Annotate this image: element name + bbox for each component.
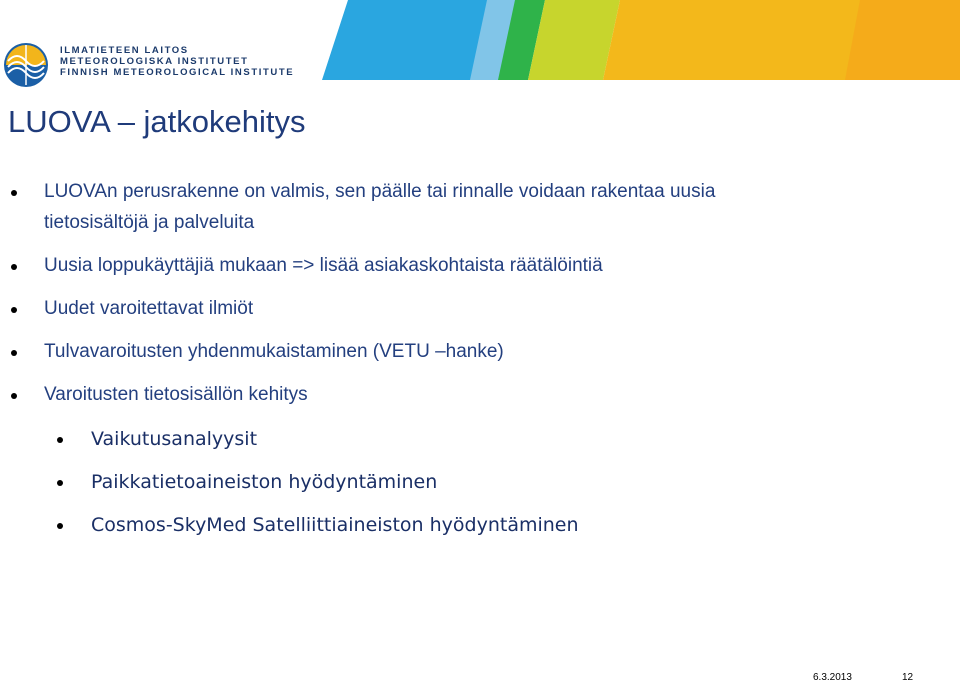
sub-bullet-item: Paikkatietoaineiston hyödyntäminen <box>91 471 438 493</box>
bullet-item-continuation: tietosisältöjä ja palveluita <box>44 212 255 233</box>
bullet-dot <box>11 307 17 313</box>
bullet-item: Varoitusten tietosisällön kehitys <box>44 384 308 405</box>
fmi-logo-icon <box>2 41 50 89</box>
bullet-item: Tulvavaroitusten yhdenmukaistaminen (VETU –hanke) <box>44 341 504 362</box>
sub-bullet-item: Vaikutusanalyysit <box>91 428 258 450</box>
org-name-swedish: METEOROLOGISKA INSTITUTET <box>60 56 249 67</box>
sub-bullet-dot <box>57 480 63 486</box>
footer-page-number: 12 <box>902 672 914 683</box>
sub-bullet-item: Cosmos-SkyMed Satelliittiaineiston hyödyntäminen <box>91 514 579 536</box>
bullet-item: Uudet varoitettavat ilmiöt <box>44 298 254 319</box>
bullet-item: LUOVAn perusrakenne on valmis, sen päälle tai rinnalle voidaan rakentaa uusia <box>44 181 716 202</box>
org-name-english: FINNISH METEOROLOGICAL INSTITUTE <box>60 67 295 78</box>
organization-names <box>60 45 294 78</box>
org-name-finnish: ILMATIETEEN LAITOS <box>60 45 189 56</box>
footer-date: 6.3.2013 <box>813 672 852 683</box>
bullet-dot <box>11 190 17 196</box>
bullet-dot <box>11 350 17 356</box>
bullet-item: Uusia loppukäyttäjiä mukaan => lisää asiakaskohtaista räätälöintiä <box>44 255 603 276</box>
slide-title: LUOVA – jatkokehitys <box>8 104 306 139</box>
sub-bullet-dot <box>57 523 63 529</box>
bullet-dot <box>11 264 17 270</box>
sub-bullet-dot <box>57 437 63 443</box>
bullet-dot <box>11 393 17 399</box>
